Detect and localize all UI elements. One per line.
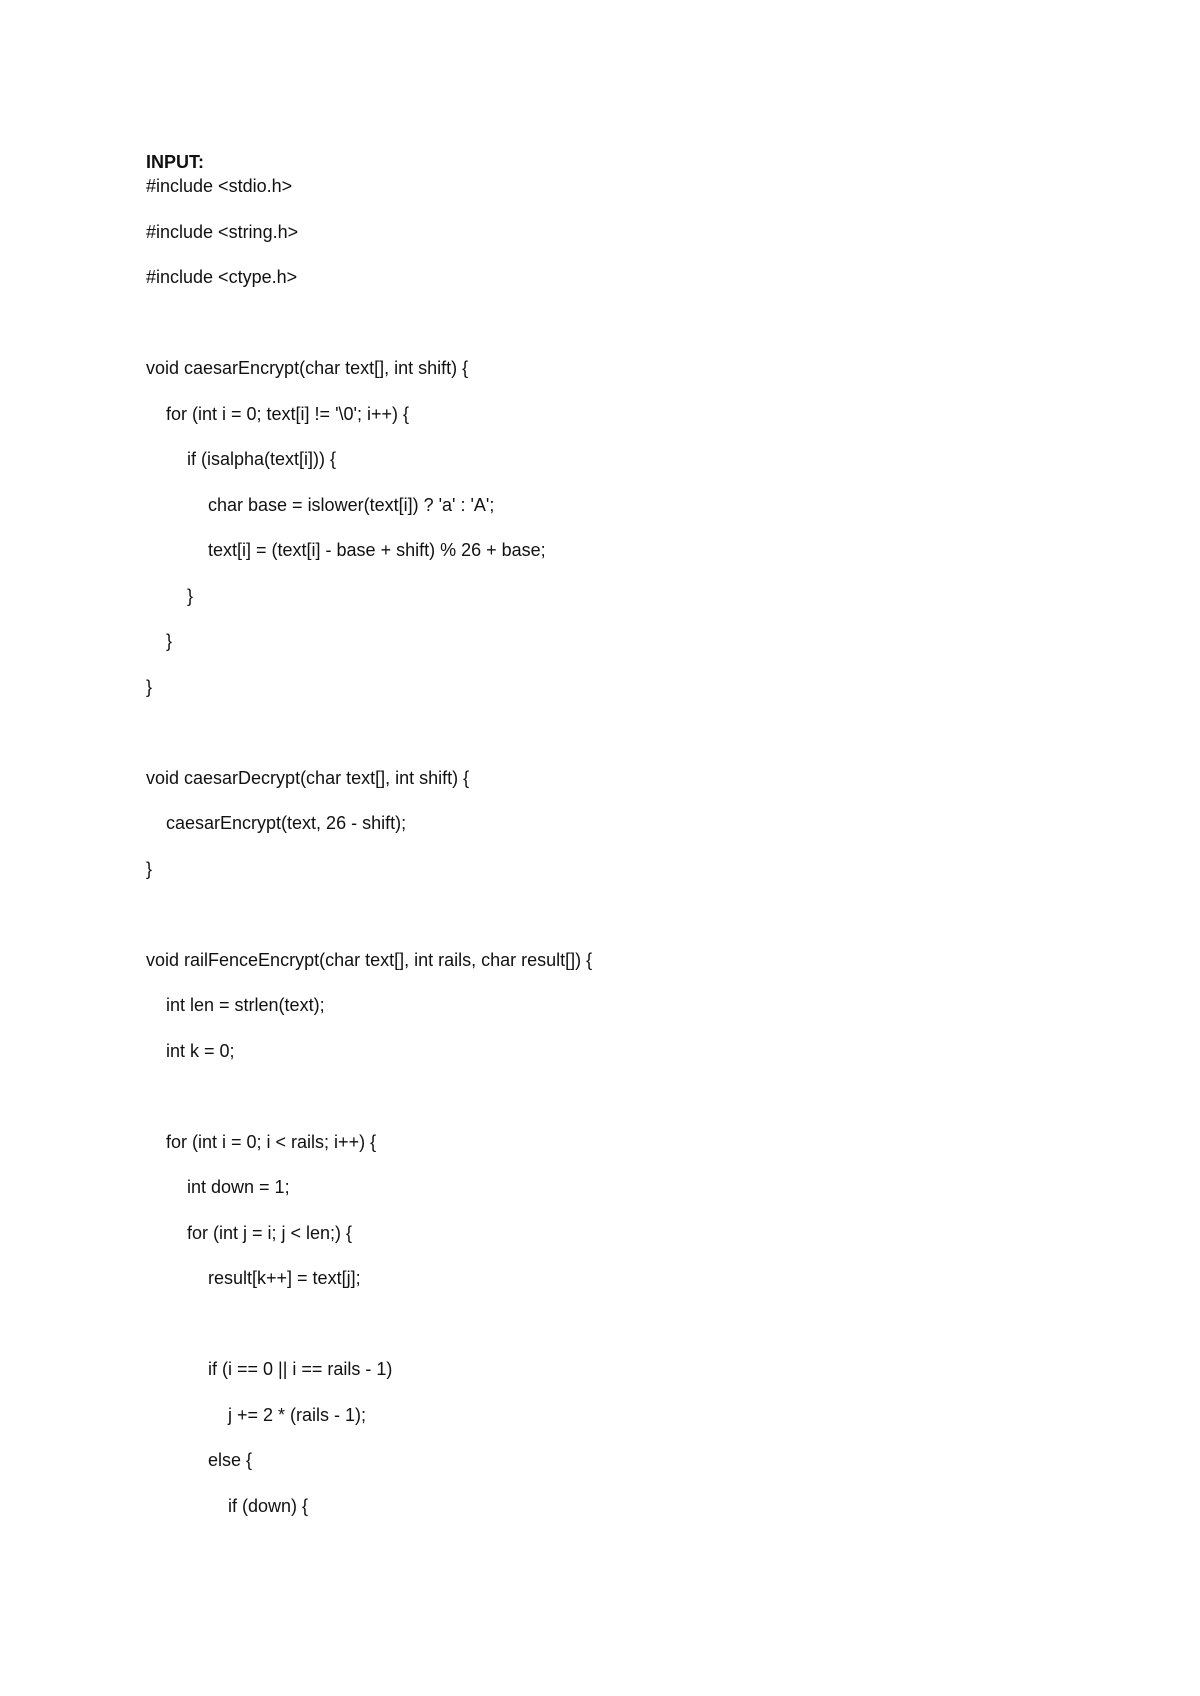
- code-line: void railFenceEncrypt(char text[], int rails, char result[]) {: [146, 949, 593, 970]
- code-line: [146, 902, 1126, 948]
- code-line: [146, 1084, 1126, 1130]
- code-line: [146, 720, 1126, 766]
- code-line: }: [146, 858, 153, 879]
- code-line: j += 2 * (rails - 1);: [228, 1404, 367, 1425]
- code-line: #include <string.h>: [146, 221, 299, 242]
- code-line: if (isalpha(text[i])) {: [187, 449, 337, 469]
- code-line: for (int j = i; j < len;) {: [187, 1222, 353, 1243]
- code-line: else {: [208, 1450, 253, 1470]
- code-line: if (i == 0 || i == rails - 1): [208, 1359, 393, 1379]
- code-listing: [146, 174, 1126, 1539]
- code-line: int down = 1;: [187, 1177, 290, 1197]
- code-line: }: [166, 631, 173, 651]
- code-line: }: [146, 676, 153, 697]
- code-line: result[k++] = text[j];: [208, 1268, 361, 1288]
- code-line: [146, 1312, 1126, 1358]
- code-line: #include <ctype.h>: [146, 267, 298, 287]
- input-heading: INPUT:: [146, 152, 204, 172]
- code-line: int len = strlen(text);: [166, 995, 325, 1015]
- code-line: for (int i = 0; text[i] != '\0'; i++) {: [166, 403, 409, 424]
- code-line: caesarEncrypt(text, 26 - shift);: [166, 813, 407, 833]
- code-line: void caesarEncrypt(char text[], int shift) {: [146, 358, 469, 378]
- code-line: char base = islower(text[i]) ? 'a' : 'A';: [208, 494, 495, 515]
- code-line: text[i] = (text[i] - base + shift) % 26 + base;: [208, 540, 546, 560]
- document-content: [146, 150, 1126, 1539]
- code-line: void caesarDecrypt(char text[], int shift) {: [146, 767, 470, 788]
- code-line: #include <stdio.h>: [146, 176, 293, 196]
- code-line: for (int i = 0; i < rails; i++) {: [166, 1131, 377, 1152]
- code-line: [146, 311, 1126, 357]
- code-line: if (down) {: [228, 1495, 309, 1516]
- code-line: }: [187, 585, 194, 606]
- code-line: int k = 0;: [166, 1040, 235, 1061]
